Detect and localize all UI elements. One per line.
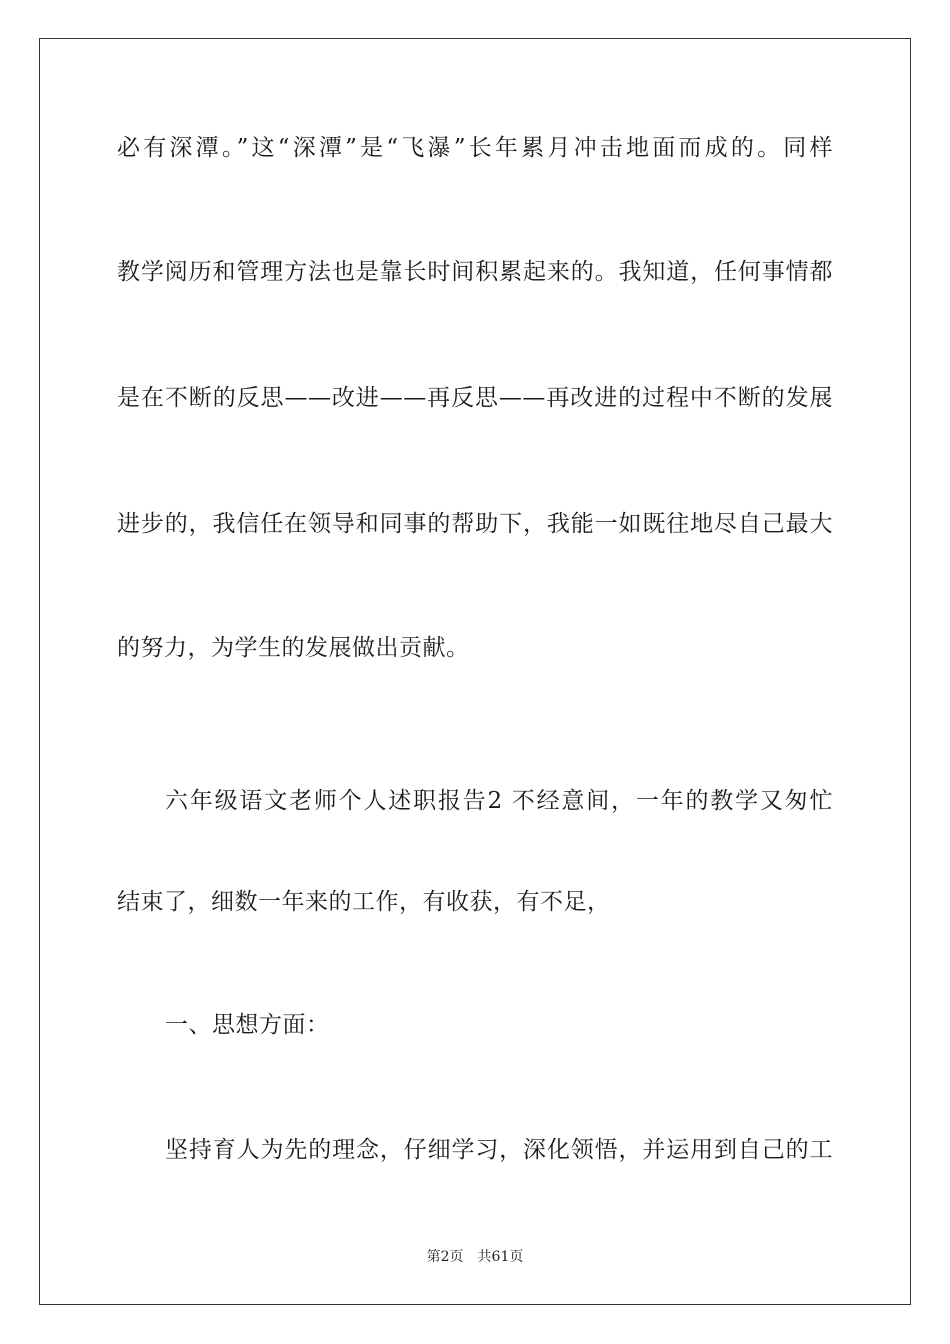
text-line-2: 教学阅历和管理方法也是靠长时间积累起来的。我知道，任何事情都 [117, 259, 833, 285]
page-total: 共61页 [477, 1249, 524, 1265]
page-border [39, 38, 911, 1305]
text-line-3: 是在不断的反思——改进——再反思——再改进的过程中不断的发展 [117, 385, 833, 411]
page-footer [0, 1246, 950, 1266]
text-line-5: 的努力，为学生的发展做出贡献。 [117, 635, 470, 661]
text-line-4: 进步的，我信任在领导和同事的帮助下，我能一如既往地尽自己最大 [117, 511, 833, 537]
text-line-9: 坚持育人为先的理念，仔细学习，深化领悟，并运用到自己的工 [165, 1137, 833, 1163]
text-line-7: 结束了，细数一年来的工作，有收获，有不足， [117, 889, 611, 915]
subheading-thought: 一、思想方面： [165, 1012, 330, 1038]
page-number: 第2页 [426, 1249, 464, 1265]
section-heading-report-2: 六年级语文老师个人述职报告2 不经意间，一年的教学又匆忙 [165, 788, 833, 814]
text-line-1: 必有深潭。”这“深潭”是“飞瀑”长年累月冲击地面而成的。同样 [117, 135, 833, 161]
